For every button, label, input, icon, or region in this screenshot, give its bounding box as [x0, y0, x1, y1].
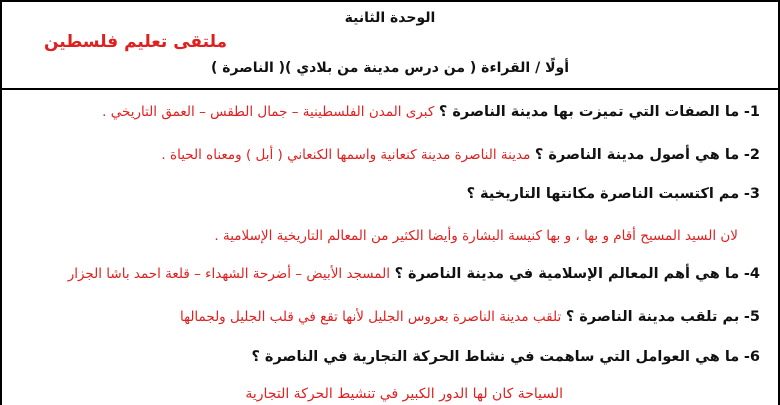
question-number: 5-: [743, 309, 760, 325]
question-text: ما هي أهم المعالم الإسلامية في مدينة الناصرة ؟: [394, 266, 740, 282]
question-text: بم تلقب مدينة الناصرة ؟: [565, 309, 740, 325]
qa-item-4: [12, 264, 760, 284]
brand-label: ملتقى تعليم فلسطين: [44, 32, 228, 52]
worksheet-header: [2, 2, 778, 90]
answer-text: لان السيد المسيح أقام و بها ، و بها كنيسة البشارة وأيضا الكثير من المعالم التاريخية الإسلامية .: [214, 228, 738, 244]
answer-text: السياحة كان لها الدور الكبير في تنشيط الحركة التجارية: [245, 386, 563, 402]
question-number: 2-: [743, 147, 760, 163]
question-text: ما هي العوامل التي ساهمت في نشاط الحركة التجارية في الناصرة ؟: [251, 349, 740, 365]
unit-title: الوحدة الثانية: [344, 10, 436, 26]
question-text: ما هي أصول مدينة الناصرة ؟: [534, 147, 740, 163]
answer-text: المسجد الأبيض – أضرحة الشهداء – قلعة احمد باشا الجزار: [67, 266, 390, 282]
qa-item-2: [12, 145, 760, 165]
answer-text: مدينة الناصرة مدينة كنعانية واسمها الكنعاني ( أبل ) ومعناه الحياة .: [161, 147, 531, 163]
question-number: 4-: [743, 266, 760, 282]
question-number: 3-: [743, 186, 760, 202]
answer-text: تلقب مدينة الناصرة بعروس الجليل لأنها تقع في قلب الجليل ولجمالها: [179, 309, 562, 325]
question-number: 1-: [743, 104, 760, 120]
answer-text: كبرى المدن الفلسطينية – جمال الطقس – العمق التاريخي .: [102, 104, 435, 120]
question-text: ما الصفات التي تميزت بها مدينة الناصرة ؟: [438, 104, 740, 120]
qa-item-1: [12, 102, 760, 122]
question-text: مم اكتسبت الناصرة مكانتها التاريخية ؟: [466, 186, 740, 202]
question-number: 6-: [743, 349, 760, 365]
qa-item-6: [12, 347, 760, 367]
qa-item-5: [12, 307, 760, 327]
qa-item-3: [12, 184, 760, 204]
lesson-title: أولًا / القراءة ( من درس مدينة من بلادي )( الناصرة ): [210, 60, 570, 76]
